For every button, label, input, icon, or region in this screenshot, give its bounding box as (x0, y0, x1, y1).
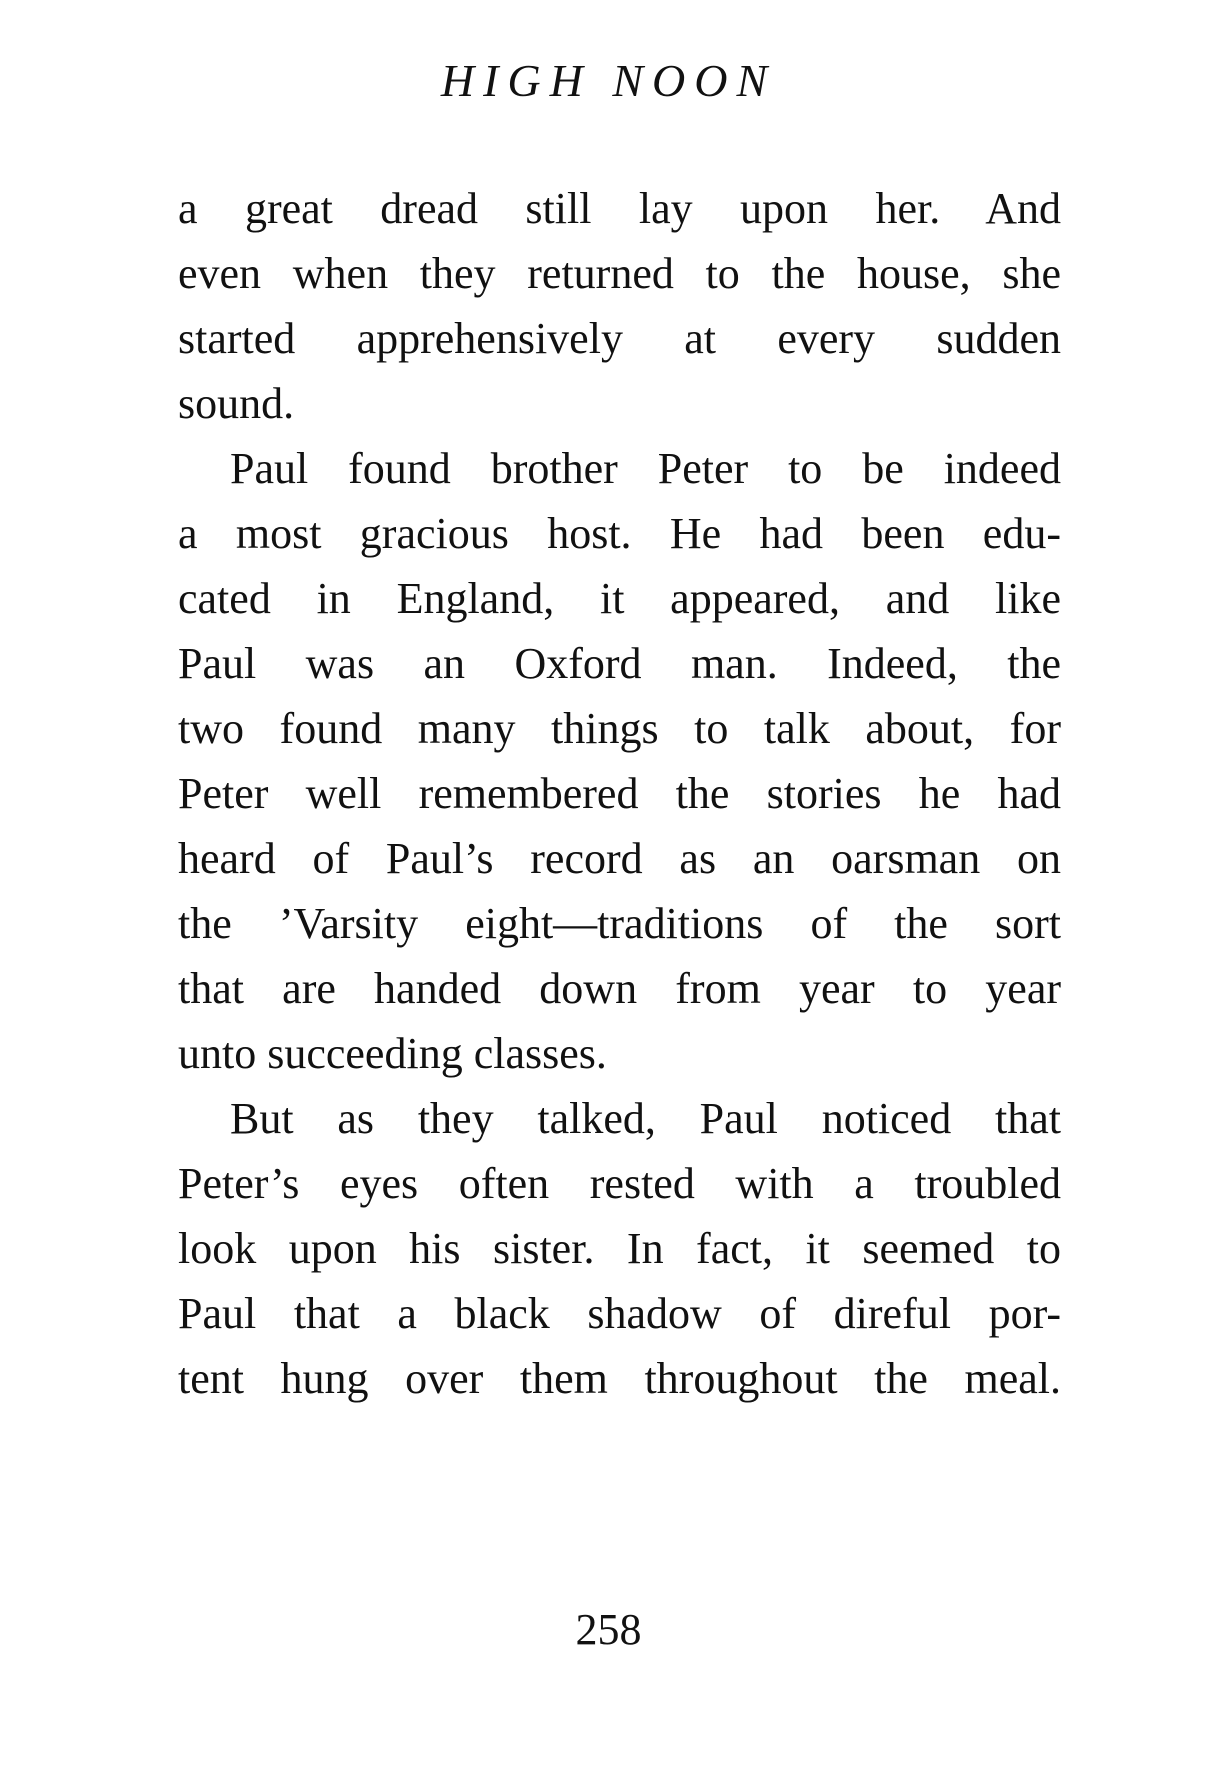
text-line: that are handed down from year to year (178, 964, 1061, 1013)
page-number: 258 (575, 1605, 642, 1654)
text-line: Paul that a black shadow of direful por- (178, 1289, 1061, 1338)
text-line: a great dread still lay upon her. And (178, 184, 1061, 233)
running-head: HIGH NOON (440, 55, 777, 106)
text-line: unto succeeding classes. (178, 1029, 607, 1078)
text-line: Peter well remembered the stories he had (178, 769, 1061, 818)
text-line: the ’Varsity eight—traditions of the sort (178, 899, 1061, 948)
text-line: sound. (178, 379, 295, 428)
text-line: Paul was an Oxford man. Indeed, the (178, 639, 1061, 688)
text-line: tent hung over them throughout the meal. (178, 1354, 1061, 1403)
text-line: Paul found brother Peter to be indeed (230, 444, 1061, 493)
text-line: look upon his sister. In fact, it seemed to (178, 1224, 1061, 1273)
text-line: even when they returned to the house, she (178, 249, 1061, 298)
text-line: two found many things to talk about, for (178, 704, 1061, 753)
text-line: started apprehensively at every sudden (178, 314, 1061, 363)
text-line: Peter’s eyes often rested with a troubled (178, 1159, 1061, 1208)
body-text (178, 176, 1061, 1411)
text-line: heard of Paul’s record as an oarsman on (178, 834, 1061, 883)
text-line: But as they talked, Paul noticed that (230, 1094, 1061, 1143)
text-line: a most gracious host. He had been edu- (178, 509, 1061, 558)
text-line: cated in England, it appeared, and like (178, 574, 1061, 623)
